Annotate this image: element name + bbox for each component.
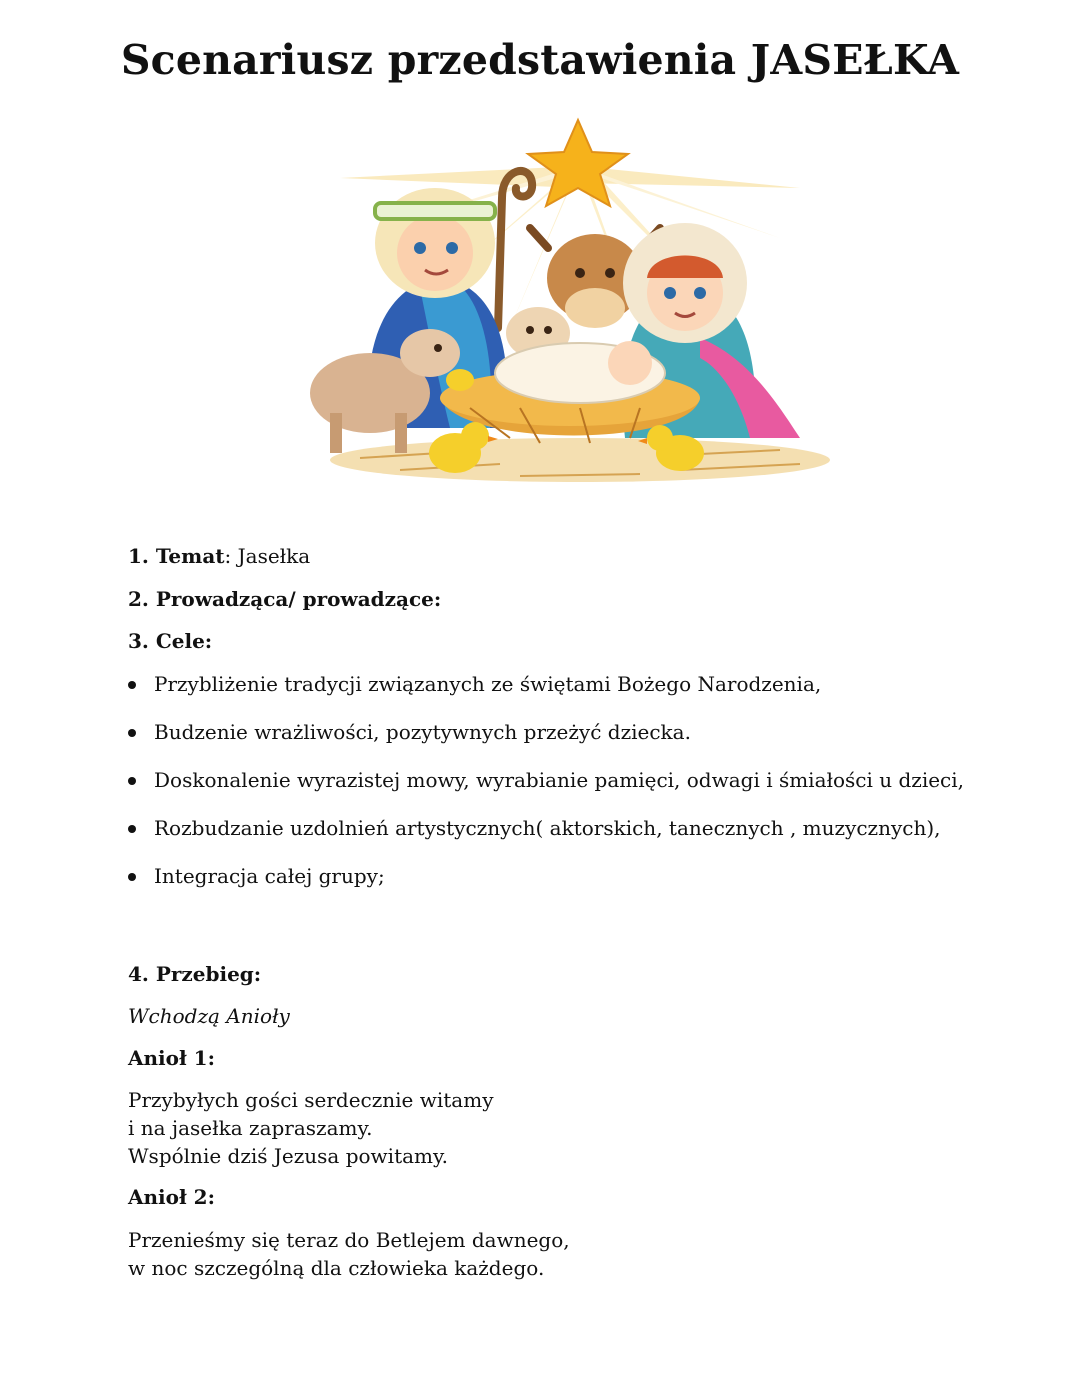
section-temat	[128, 544, 310, 568]
bullet-icon	[128, 825, 136, 833]
stage-direction: Wchodzą Anioły	[128, 1004, 290, 1028]
bullet-icon	[128, 873, 136, 881]
section-prowadzaca	[128, 587, 441, 611]
page-title: Scenariusz przedstawienia JASEŁKA	[120, 36, 960, 84]
prowadzaca-number: 2	[128, 587, 142, 611]
aniol1-line: Przybyłych gości serdecznie witamy	[128, 1088, 494, 1112]
aniol1-line: Wspólnie dziś Jezusa powitamy.	[128, 1144, 448, 1168]
prowadzaca-label: . Prowadząca/ prowadzące:	[141, 587, 442, 611]
nativity-illustration	[280, 108, 840, 508]
aniol2-line: Przenieśmy się teraz do Betlejem dawnego,	[128, 1228, 570, 1252]
temat-label: 1. Temat	[128, 544, 225, 568]
bullet-icon	[128, 681, 136, 689]
cele-heading: 3. Cele:	[128, 629, 213, 653]
chick-figure-small	[446, 369, 474, 391]
aniol2-line: w noc szczególną dla człowieka każdego.	[128, 1256, 545, 1280]
temat-value: Jasełka	[231, 544, 311, 568]
temat-separator: :	[224, 544, 232, 568]
bullet-icon	[128, 777, 136, 785]
aniol1-line: i na jasełka zapraszamy.	[128, 1116, 373, 1140]
aniol1-heading: Anioł 1:	[128, 1046, 215, 1070]
aniol2-heading: Anioł 2:	[128, 1185, 215, 1209]
przebieg-heading: 4. Przebieg:	[128, 962, 262, 986]
bullet-icon	[128, 729, 136, 737]
